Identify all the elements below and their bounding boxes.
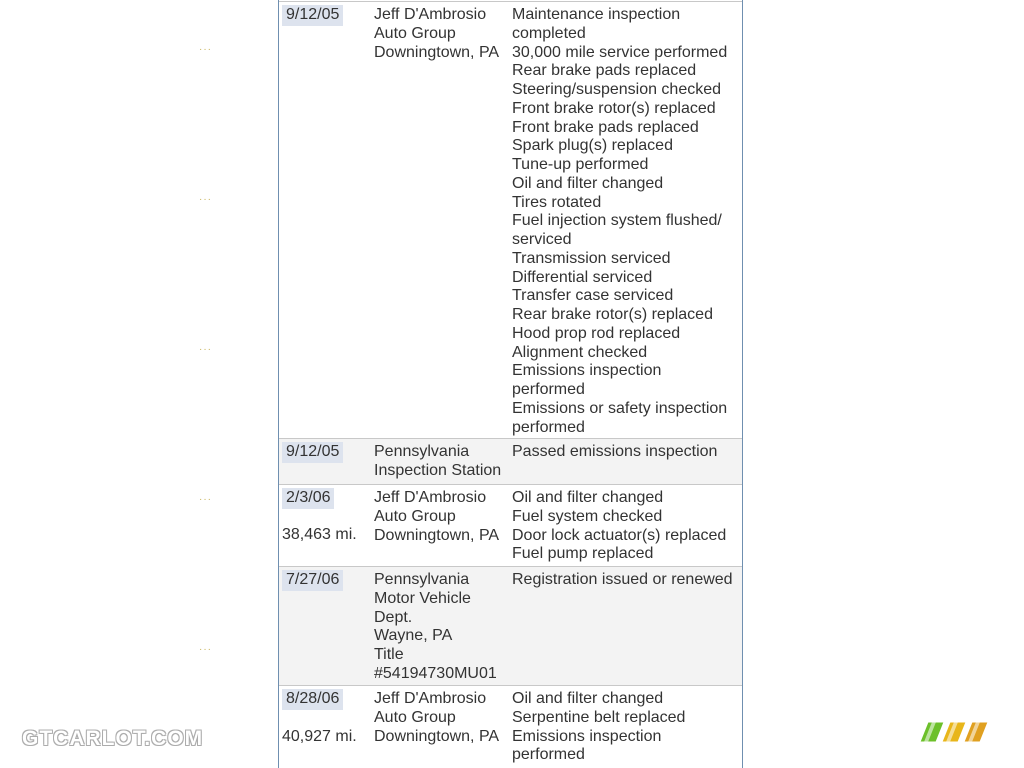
record-date: 9/12/05 [282, 442, 343, 463]
detail-line: Maintenance inspection [512, 6, 681, 23]
record-date: 9/12/05 [282, 5, 343, 26]
source-line: Downingtown, PA [374, 526, 500, 544]
history-record [279, 485, 742, 567]
record-source [374, 690, 512, 746]
source-line: Title [374, 646, 404, 663]
detail-line: Fuel pump replaced [512, 545, 654, 563]
detail-line: 30,000 mile service performed [512, 43, 728, 61]
gtcarlot-watermark: GTCARLOT.COM [22, 727, 204, 750]
record-date-cell [282, 5, 370, 26]
dot-marker: ··· [199, 494, 212, 505]
detail-line: Alignment checked [512, 343, 648, 361]
detail-line: Transmission serviced [512, 249, 671, 267]
detail-line: Hood prop rod replaced [512, 324, 681, 342]
record-details [512, 6, 740, 437]
history-record [279, 439, 742, 485]
detail-line: Rear brake pads replaced [512, 62, 697, 80]
detail-line: Oil and filter changed [512, 174, 664, 192]
detail-line: Rear brake rotor(s) replaced [512, 306, 713, 323]
dot-marker: ··· [199, 644, 212, 655]
source-line: Wayne, PA [374, 627, 453, 645]
source-line: #54194730MU01 [374, 664, 497, 682]
source-line: Motor Vehicle [374, 589, 471, 607]
source-line: Pennsylvania [374, 443, 470, 460]
record-source [374, 443, 512, 481]
detail-line: Passed emissions inspection [512, 443, 718, 460]
record-details [512, 443, 740, 462]
detail-line: Front brake rotor(s) replaced [512, 99, 716, 117]
record-details [512, 489, 740, 564]
detail-line: Emissions or safety inspection [512, 399, 728, 417]
record-details [512, 571, 740, 590]
source-line: Inspection Station [374, 461, 502, 479]
record-date-cell [282, 442, 370, 463]
detail-line: Steering/suspension checked [512, 81, 722, 98]
detail-line: Front brake pads replaced [512, 118, 699, 136]
record-source [374, 6, 512, 62]
detail-line: Tires rotated [512, 193, 602, 211]
detail-line: Registration issued or renewed [512, 571, 733, 588]
detail-line: Emissions inspection [512, 362, 662, 380]
detail-line: Tune-up performed [512, 156, 649, 173]
record-date: 8/28/06 [282, 689, 343, 710]
detail-line: Fuel system checked [512, 507, 663, 525]
dot-marker: ··· [199, 344, 212, 355]
record-date: 2/3/06 [282, 488, 334, 509]
detail-line: completed [512, 24, 586, 42]
record-date-cell [282, 570, 370, 591]
detail-line: Differential serviced [512, 268, 653, 286]
source-line: Auto Group [374, 708, 456, 726]
source-line: Jeff D'Ambrosio [374, 690, 487, 707]
source-line: Auto Group [374, 24, 456, 42]
record-mileage: 40,927 mi. [282, 728, 357, 745]
detail-line: Spark plug(s) replaced [512, 137, 673, 155]
record-date-cell [282, 488, 370, 509]
detail-line: Transfer case serviced [512, 287, 674, 305]
source-line: Pennsylvania [374, 571, 470, 588]
detail-line: performed [512, 381, 585, 398]
detail-line: performed [512, 746, 585, 764]
history-record [279, 567, 742, 686]
record-date-cell [282, 689, 370, 710]
detail-line: Serpentine belt replaced [512, 708, 686, 726]
detail-line: Oil and filter changed [512, 489, 664, 506]
detail-line: Door lock actuator(s) replaced [512, 526, 727, 544]
source-line: Jeff D'Ambrosio [374, 6, 487, 23]
detail-line: Emissions inspection [512, 727, 662, 745]
record-source [374, 489, 512, 545]
detail-line: Fuel injection system flushed/ [512, 212, 722, 230]
dot-marker: ··· [199, 194, 212, 205]
record-mileage: 38,463 mi. [282, 526, 357, 543]
vehicle-history-table [278, 0, 743, 768]
record-details [512, 690, 740, 765]
source-line: Downingtown, PA [374, 43, 500, 61]
detail-line: serviced [512, 231, 572, 248]
detail-line: performed [512, 418, 585, 436]
detail-line: Oil and filter changed [512, 690, 664, 707]
gtcarlot-stripes-logo [920, 720, 1000, 749]
source-line: Dept. [374, 608, 413, 626]
source-line: Auto Group [374, 507, 456, 525]
source-line: Downingtown, PA [374, 727, 500, 745]
history-record [279, 686, 742, 768]
logo-stripes-icon [920, 722, 988, 742]
record-date: 7/27/06 [282, 570, 343, 591]
history-record [279, 1, 742, 439]
source-line: Jeff D'Ambrosio [374, 489, 487, 506]
dot-marker: ··· [199, 44, 212, 55]
record-source [374, 571, 512, 684]
